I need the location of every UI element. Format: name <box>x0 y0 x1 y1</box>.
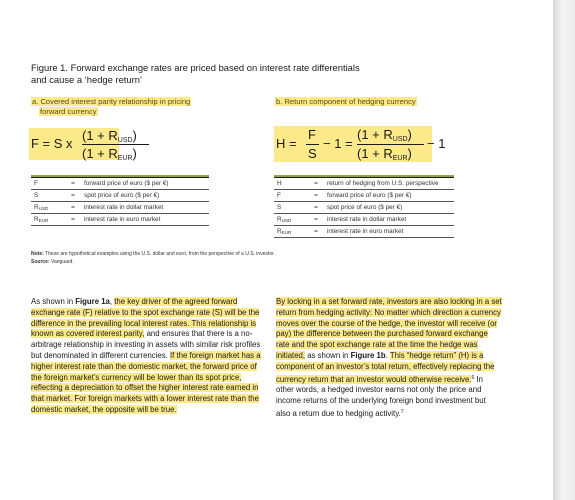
formula-a <box>31 128 137 162</box>
figure-title <box>31 62 411 86</box>
formula-b-s: S <box>308 146 317 161</box>
definition-equals: = <box>305 226 327 238</box>
table-a-row <box>31 190 209 202</box>
definition-symbol: S <box>274 202 305 214</box>
table-a-row <box>31 214 209 226</box>
table-b-row <box>274 226 454 238</box>
panel-a-caption-line-1: a. Covered interest parity relationship in pricing <box>32 97 191 106</box>
formula-b-denominator: $(1 + R_{EUR})$ <box>357 146 412 162</box>
table-b-row <box>274 202 454 214</box>
definition-text: return of hedging from U.S. perspective <box>327 178 454 190</box>
definition-symbol: $R_{USD}$ <box>31 202 62 214</box>
formula-a-numerator: $(1 + R_{USD})$ <box>82 128 137 144</box>
definition-text: interest rate in euro market <box>327 226 454 238</box>
table-a-row <box>31 202 209 214</box>
panel-a-caption <box>31 97 191 117</box>
table-b-row <box>274 178 454 190</box>
panel-b-caption <box>275 97 417 107</box>
definition-equals: = <box>62 214 84 226</box>
figure-notes <box>31 250 491 266</box>
definition-equals: = <box>62 190 84 202</box>
body-text-left: As shown in Figure 1a, the key driver of the agreed forward exchange rate (F) relative to the spot exchange rate (S) will be the difference in the prevailing local interest rates. This relationship is known as covered interest parity, and ensures that there is a no-arbitrage relationship in investing in assets with similar risk profiles but denominated in different currencies. If the foreign market has a higher interest rate than the domestic market, the forward price of the foreign market’s currency will be lower than its spot price, reflecting a depreciation to offset the higher interest rate earned in that market. For foreign markets with a lower interest rate than the domestic market, the opposite will be true. <box>31 297 261 414</box>
definition-text: forward price of euro ($ per €) <box>327 190 454 202</box>
definition-symbol: H <box>274 178 305 190</box>
note-line: Note: These are hypothetical examples using the U.S. dollar and euro, from the perspective of a U.S. investor. <box>31 251 275 257</box>
definition-equals: = <box>62 202 84 214</box>
definition-equals: = <box>305 214 327 226</box>
definition-equals: = <box>305 190 327 202</box>
definition-symbol: $R_{EUR}$ <box>274 226 305 238</box>
definition-symbol: $R_{EUR}$ <box>31 214 62 226</box>
formula-b <box>276 127 446 163</box>
formula-b-lhs: H = <box>276 136 297 151</box>
formula-a-denominator: $(1 + R_{EUR})$ <box>82 146 137 162</box>
highlight-left-2: If the foreign market has a higher interest rate than the domestic market, the forward price of the foreign market’s currency will be lower than its spot price, reflecting a depreciation to offset the higher interest rate earned in that market. For foreign markets with a lower interest rate than the domestic market, the opposite will be true. <box>31 350 261 414</box>
body-text-right: By locking in a set forward rate, investors are also locking in a set return from hedging activity: No matter which direction a currency moves over the course of the hedge, the investor will receive (or pay) the difference between the purchased forward exchange rate and the spot exchange rate at the time the hedge was initiated, as shown in Figure 1b. This “hedge return” (H) is a component of an investor’s total return, effectively replacing the currency return that an investor would otherwise receive.$^6$ In other words, a hedged investor earns not only the price and income returns of the underlying foreign bond investment but also a return due to hedging activity.$^7$ <box>276 297 502 418</box>
highlight-left-1: the key driver of the agreed forward exchange rate (F) relative to the spot exchange rate (S) will be the difference in the prevailing local interest rates. This relationship is known as covered interest parity, <box>31 297 260 339</box>
highlight-right-1: By locking in a set forward rate, investors are also locking in a set return from hedging activity: No matter which direction a currency moves over the course of the hedge, the investor will receive (or pay) the difference between the purchased forward exchange rate and the spot exchange rate at the time the hedge was initiated, <box>276 297 502 360</box>
table-b-row <box>274 214 454 226</box>
definition-symbol: S <box>31 190 62 202</box>
formula-b-numerator: $(1 + R_{USD})$ <box>357 127 412 143</box>
definition-text: interest rate in euro market <box>84 214 209 226</box>
definition-equals: = <box>62 178 84 190</box>
table-a-row <box>31 178 209 190</box>
definition-text: interest rate in dollar market <box>327 214 454 226</box>
formula-a-fraction-bar <box>82 144 149 145</box>
table-a-definitions <box>31 177 209 226</box>
formula-b-tail: − 1 <box>427 136 446 151</box>
formula-b-mid: − 1 = <box>323 136 353 151</box>
definition-symbol: F <box>31 178 62 190</box>
highlight-right-2: This “hedge return” (H) is a component of an investor’s total return, effectively replacing the currency return that an investor would otherwise receive. <box>276 350 495 384</box>
definition-symbol: F <box>274 190 305 202</box>
definition-text: interest rate in dollar market <box>84 202 209 214</box>
definition-text: spot price of euro ($ per €) <box>84 190 209 202</box>
figure-title-line-2: and cause a ‘hedge return’ <box>31 74 143 85</box>
source-line: Source: Vanguard. <box>31 259 74 265</box>
formula-b-small-bar <box>306 144 319 145</box>
definition-equals: = <box>305 202 327 214</box>
figure-title-line-1: Figure 1. Forward exchange rates are priced based on interest rate differentials <box>31 62 360 73</box>
definition-text: forward price of euro ($ per €) <box>84 178 209 190</box>
table-b-row <box>274 190 454 202</box>
definition-symbol: $R_{USD}$ <box>274 214 305 226</box>
page-edge-shadow <box>553 0 575 500</box>
definition-equals: = <box>305 178 327 190</box>
panel-b-caption-text: b. Return component of hedging currency <box>276 97 416 106</box>
panel-a-caption-line-2: forward currency <box>40 107 97 116</box>
table-b-definitions <box>274 177 454 238</box>
formula-b-fraction-bar <box>357 144 424 145</box>
formula-b-f: F <box>308 127 316 142</box>
formula-a-lhs: F = S x <box>31 136 73 151</box>
definition-text: spot price of euro ($ per €) <box>327 202 454 214</box>
